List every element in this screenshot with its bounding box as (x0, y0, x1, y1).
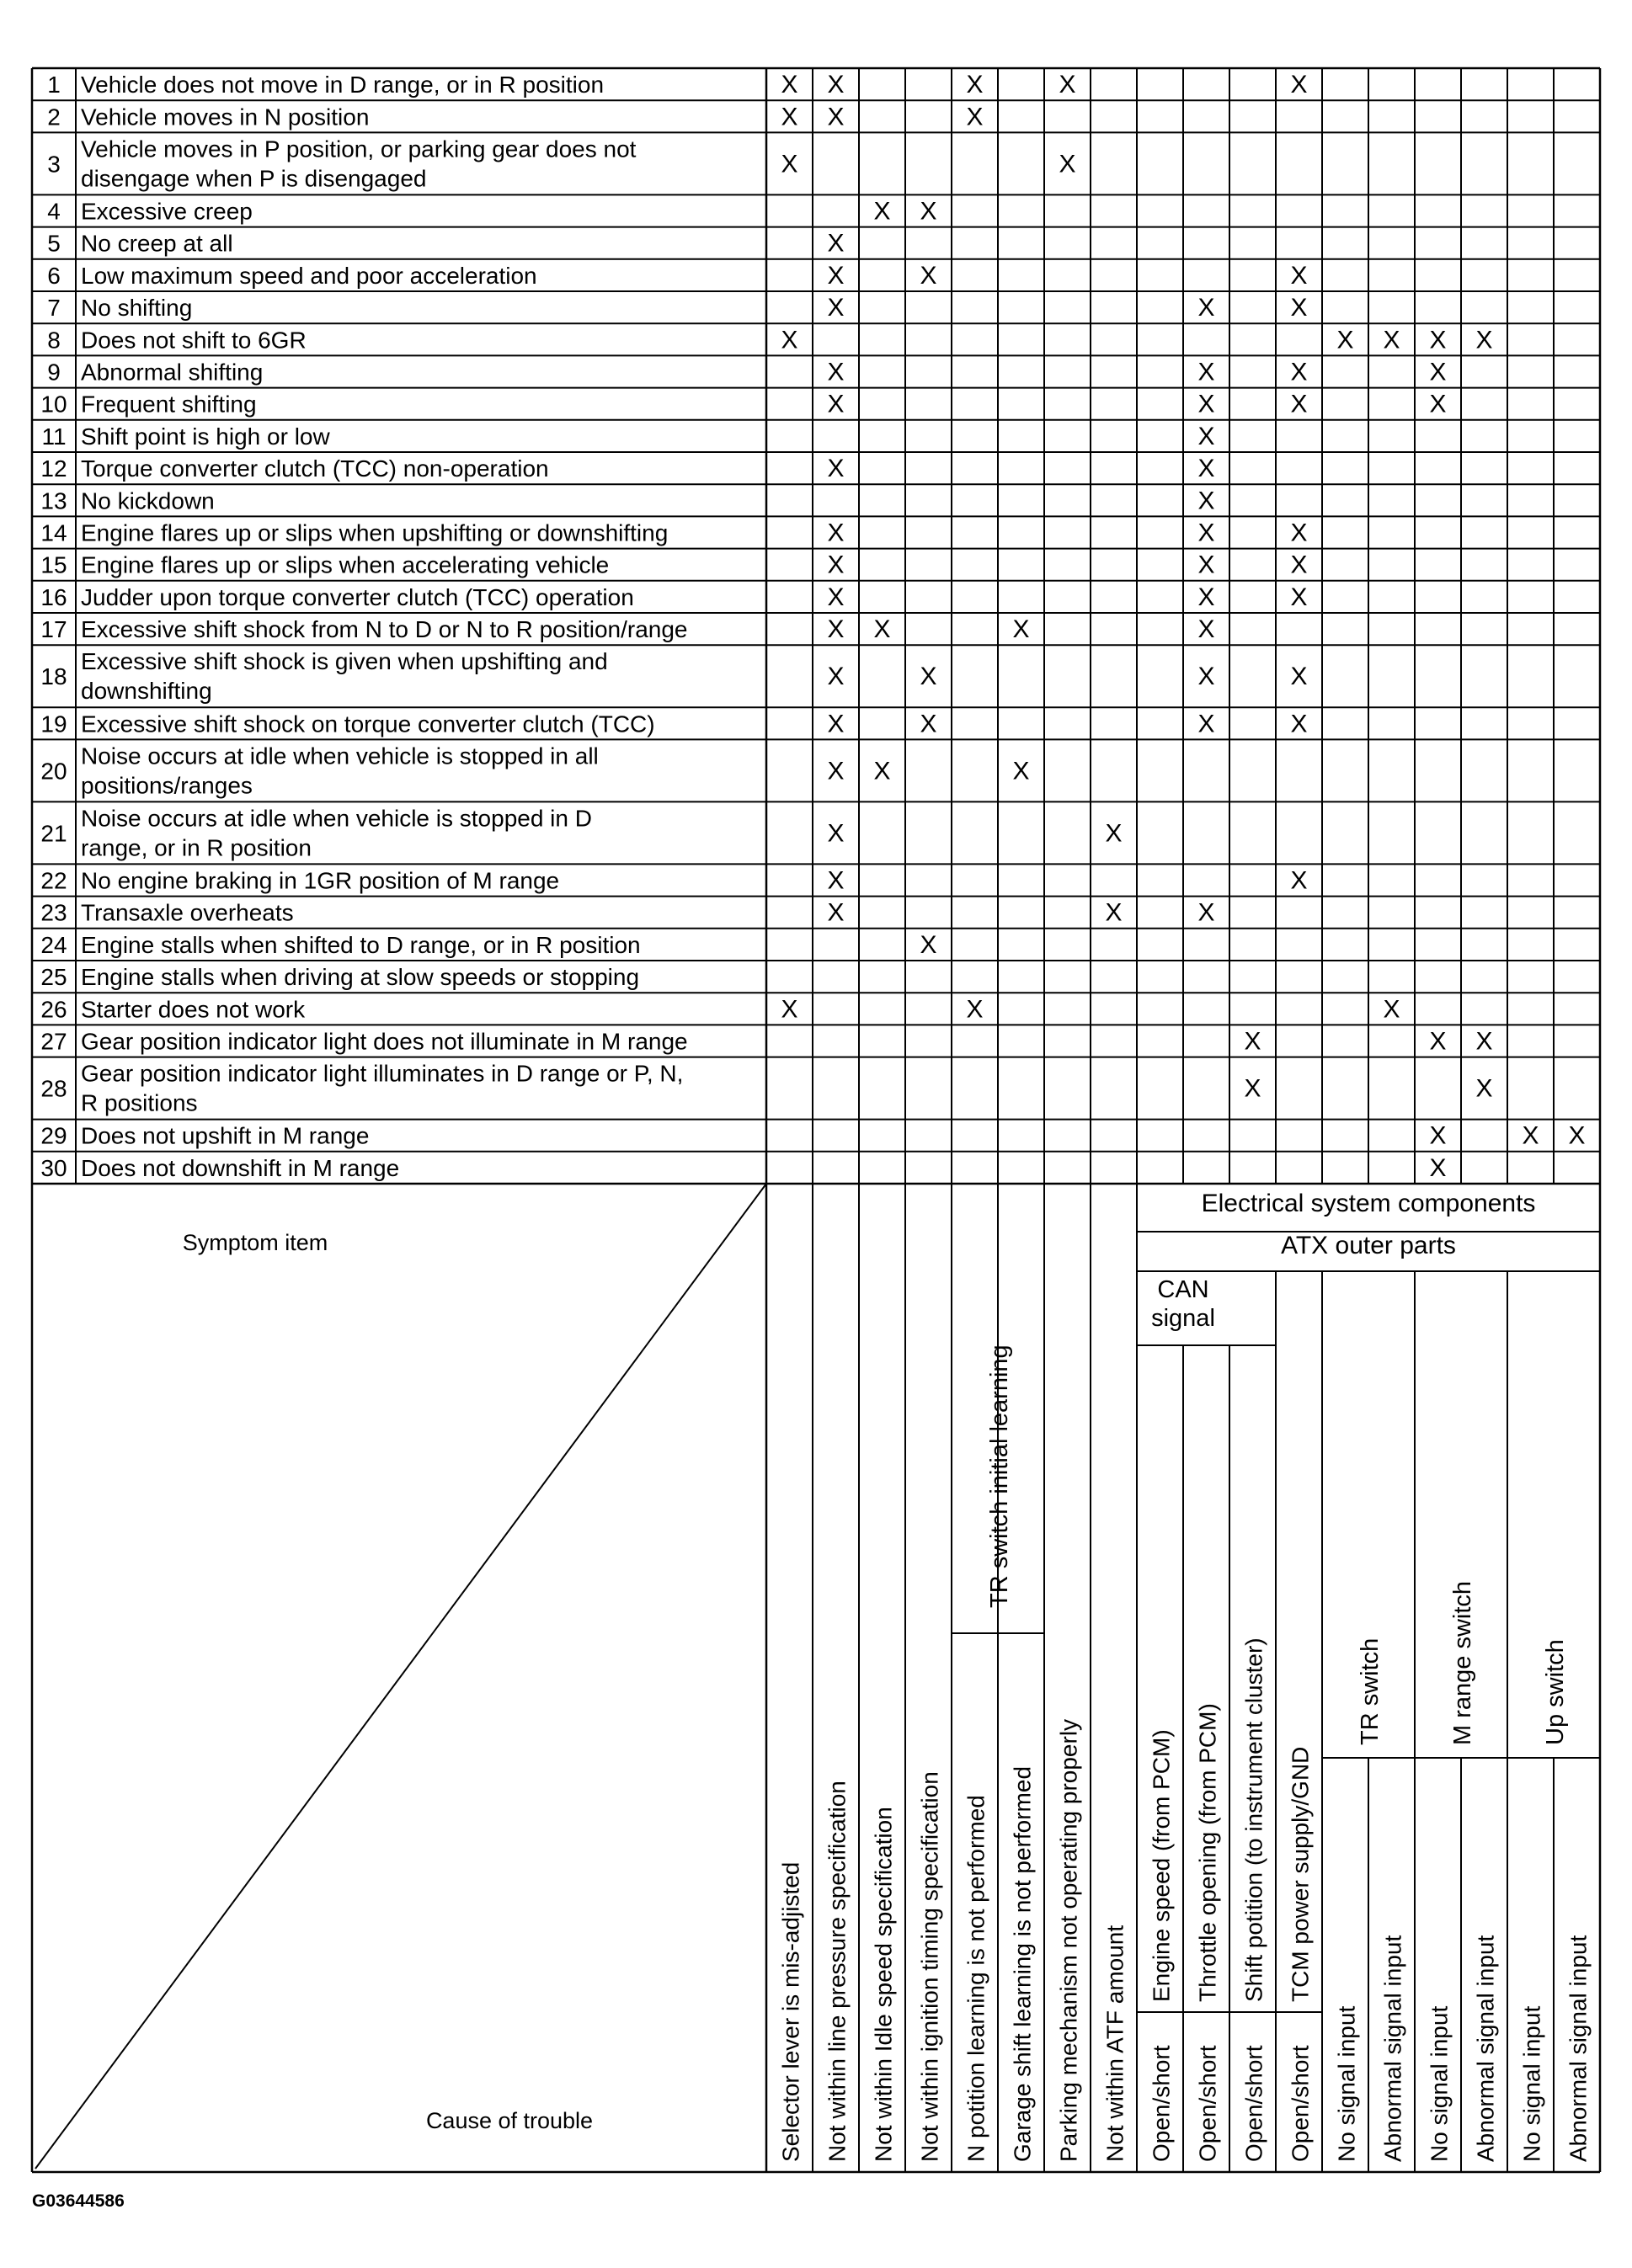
x-mark: X (1244, 1027, 1261, 1056)
row-number: 20 (40, 758, 67, 785)
x-mark: X (827, 390, 845, 418)
x-mark: X (1290, 551, 1308, 579)
x-mark: X (1429, 1153, 1447, 1182)
cause-of-trouble-label: Cause of trouble (425, 2108, 594, 2133)
cause-column-label: Garage shift learning is not performed (1009, 1765, 1036, 2162)
x-mark: X (1290, 71, 1308, 99)
row-number: 25 (40, 964, 67, 991)
x-mark: X (827, 710, 845, 738)
symptom-label: disengage when P is disengaged (81, 165, 427, 192)
x-mark: X (1197, 519, 1215, 547)
symptom-label: Vehicle moves in N position (81, 104, 370, 130)
symptom-label: No creep at all (81, 230, 233, 257)
row-number: 30 (40, 1154, 67, 1181)
x-mark: X (827, 615, 845, 644)
row-number: 8 (47, 327, 61, 354)
row-number: 3 (47, 151, 61, 178)
x-mark: X (1429, 326, 1447, 354)
m-range-switch-header: M range switch (1449, 1580, 1476, 1745)
x-mark: X (1429, 390, 1447, 418)
row-number: 15 (40, 551, 67, 578)
cause-column-label: Not within Idle speed specification (870, 1807, 897, 2162)
row-number: 9 (47, 359, 61, 386)
symptom-label: Excessive shift shock on torque converter clutch (TCC) (81, 711, 655, 737)
symptom-label: Noise occurs at idle when vehicle is stopped in D (81, 805, 592, 832)
symptom-label: No engine braking in 1GR position of M range (81, 867, 560, 894)
x-mark: X (1197, 390, 1215, 418)
x-mark: X (827, 519, 845, 547)
x-mark: X (827, 229, 845, 258)
cause-column-label: TCM power supply/GND (1287, 1746, 1314, 2002)
x-mark: X (781, 103, 798, 131)
row-number: 29 (40, 1122, 67, 1149)
row-number: 19 (40, 711, 67, 737)
figure-id: G03644586 (32, 2191, 125, 2211)
x-mark: X (920, 710, 937, 738)
x-mark: X (781, 326, 798, 354)
cause-column-label: Not within ATF amount (1101, 1925, 1128, 2162)
cause-column-label: No signal input (1518, 2005, 1545, 2162)
symptom-label: No kickdown (81, 487, 215, 514)
x-mark: X (1059, 71, 1076, 99)
cause-column-label: Shift potition (to instrument cluster) (1240, 1637, 1267, 2002)
symptom-label: positions/ranges (81, 772, 253, 799)
x-mark: X (966, 995, 984, 1024)
x-mark: X (827, 455, 845, 483)
x-mark: X (827, 71, 845, 99)
symptom-label: Engine stalls when driving at slow speeds or stopping (81, 964, 640, 991)
diagonal-divider (35, 1184, 766, 2169)
x-mark: X (1197, 663, 1215, 691)
x-mark: X (1429, 1027, 1447, 1056)
row-number: 21 (40, 820, 67, 847)
x-mark: X (1290, 583, 1308, 611)
symptom-label: Does not upshift in M range (81, 1122, 370, 1149)
row-number: 14 (40, 519, 67, 546)
symptom-label: Gear position indicator light does not illuminate in M range (81, 1028, 688, 1055)
x-mark: X (1290, 294, 1308, 322)
cause-column-label: Abnormal signal input (1379, 1935, 1406, 2162)
symptom-label: Excessive shift shock from N to D or N to R position/range (81, 616, 688, 643)
can-signal-header: signal (1151, 1305, 1215, 1332)
row-number: 24 (40, 931, 67, 958)
cause-column-label: Not within line pressure specification (824, 1781, 851, 2162)
row-number: 23 (40, 899, 67, 926)
row-number: 4 (47, 198, 61, 225)
symptom-label: Frequent shifting (81, 391, 257, 418)
symptom-item-label: Symptom item (182, 1230, 328, 1255)
row-number: 22 (40, 867, 67, 894)
x-mark: X (1197, 294, 1215, 322)
symptom-label: Excessive creep (81, 198, 253, 225)
x-mark: X (1522, 1121, 1539, 1150)
row-number: 7 (47, 295, 61, 322)
cause-column-label: Engine speed (from PCM) (1148, 1729, 1175, 2002)
x-mark: X (827, 551, 845, 579)
row-number: 5 (47, 230, 61, 257)
x-mark: X (1475, 1074, 1493, 1103)
x-mark: X (1197, 615, 1215, 644)
x-mark: X (827, 261, 845, 290)
cause-column-sublabel: Open/short (1240, 2045, 1267, 2162)
symptom-label: range, or in R position (81, 834, 312, 861)
symptom-label: Shift point is high or low (81, 423, 330, 450)
x-mark: X (1197, 358, 1215, 386)
symptom-label: Torque converter clutch (TCC) non-operation (81, 455, 549, 482)
x-mark: X (1197, 583, 1215, 611)
x-mark: X (827, 819, 845, 848)
cause-column-sublabel: Open/short (1194, 2045, 1221, 2162)
symptom-label: Excessive shift shock is given when upshifting and (81, 648, 608, 675)
symptom-label: Low maximum speed and poor acceleration (81, 262, 537, 289)
x-mark: X (1290, 519, 1308, 547)
x-mark: X (920, 930, 937, 959)
row-number: 1 (47, 72, 61, 98)
x-mark: X (827, 757, 845, 785)
symptom-label: Abnormal shifting (81, 359, 264, 386)
x-mark: X (1290, 663, 1308, 691)
x-mark: X (920, 261, 937, 290)
symptom-label: downshifting (81, 678, 212, 705)
x-mark: X (1244, 1074, 1261, 1103)
cause-column-label: No signal input (1333, 2005, 1360, 2162)
x-mark: X (1290, 390, 1308, 418)
x-mark: X (1105, 898, 1123, 927)
cause-column-label: Abnormal signal input (1472, 1935, 1499, 2162)
x-mark: X (827, 358, 845, 386)
row-number: 18 (40, 663, 67, 690)
x-mark: X (1197, 551, 1215, 579)
symptom-label: Vehicle does not move in D range, or in R position (81, 72, 605, 98)
x-mark: X (920, 197, 937, 226)
symptom-label: Engine stalls when shifted to D range, or in R position (81, 931, 641, 958)
symptom-label: Engine flares up or slips when upshifting or downshifting (81, 519, 669, 546)
row-number: 2 (47, 104, 61, 130)
x-mark: X (920, 663, 937, 691)
electrical-components-header: Electrical system components (1201, 1190, 1536, 1217)
symptom-label: R positions (81, 1089, 198, 1116)
x-mark: X (873, 757, 891, 785)
x-mark: X (1475, 326, 1493, 354)
row-number: 16 (40, 583, 67, 610)
cause-column-sublabel: Open/short (1148, 2045, 1175, 2162)
cause-column-label: No signal input (1426, 2005, 1453, 2162)
atx-outer-parts-header: ATX outer parts (1281, 1232, 1456, 1259)
symptom-label: Judder upon torque converter clutch (TCC) operation (81, 583, 634, 610)
symptom-label: Does not shift to 6GR (81, 327, 307, 354)
x-mark: X (1429, 1121, 1447, 1150)
x-mark: X (1290, 710, 1308, 738)
symptom-label: Starter does not work (81, 996, 306, 1023)
symptom-label: Noise occurs at idle when vehicle is stopped in all (81, 743, 599, 769)
cause-column-label: Throttle opening (from PCM) (1194, 1703, 1221, 2002)
x-mark: X (1197, 455, 1215, 483)
x-mark: X (1105, 819, 1123, 848)
x-mark: X (1012, 757, 1030, 785)
symptom-label: Engine flares up or slips when accelerating vehicle (81, 551, 610, 578)
x-mark: X (827, 294, 845, 322)
tr-learning-header: TR switch initial learning (986, 1344, 1013, 1608)
x-mark: X (966, 71, 984, 99)
x-mark: X (1059, 150, 1076, 178)
row-number: 17 (40, 616, 67, 643)
x-mark: X (1197, 487, 1215, 515)
row-number: 13 (40, 487, 67, 514)
row-number: 27 (40, 1028, 67, 1055)
x-mark: X (1012, 615, 1030, 644)
x-mark: X (1290, 358, 1308, 386)
cause-column-label: Parking mechanism not operating properly (1055, 1718, 1082, 2162)
x-mark: X (1290, 261, 1308, 290)
cause-column-sublabel: Open/short (1287, 2045, 1314, 2162)
x-mark: X (1197, 898, 1215, 927)
x-mark: X (781, 71, 798, 99)
symptom-label: Gear position indicator light illuminates in D range or P, N, (81, 1060, 684, 1087)
x-mark: X (781, 150, 798, 178)
x-mark: X (1568, 1121, 1586, 1150)
row-number: 11 (41, 423, 67, 450)
row-number: 6 (47, 262, 61, 289)
cause-column-label: N potition learning is not performed (963, 1795, 989, 2162)
x-mark: X (827, 866, 845, 895)
x-mark: X (1383, 995, 1400, 1024)
row-number: 28 (40, 1075, 67, 1102)
x-mark: X (1383, 326, 1400, 354)
x-mark: X (1429, 358, 1447, 386)
can-signal-header: CAN (1157, 1276, 1209, 1303)
symptom-label: Does not downshift in M range (81, 1154, 400, 1181)
row-number: 10 (40, 391, 67, 418)
cause-column-label: Not within ignition timing specification (916, 1771, 943, 2162)
cause-column-label: Abnormal signal input (1565, 1935, 1592, 2162)
row-number: 26 (40, 996, 67, 1023)
x-mark: X (1475, 1027, 1493, 1056)
x-mark: X (827, 583, 845, 611)
up-switch-header: Up switch (1542, 1639, 1569, 1745)
x-mark: X (1197, 710, 1215, 738)
cause-column-label: Selector lever is mis-adjisted (777, 1861, 804, 2162)
x-mark: X (827, 663, 845, 691)
symptom-label: Transaxle overheats (81, 899, 294, 926)
x-mark: X (781, 995, 798, 1024)
tr-switch-header: TR switch (1357, 1637, 1384, 1745)
x-mark: X (873, 197, 891, 226)
symptom-label: Vehicle moves in P position, or parking gear does not (81, 136, 637, 162)
symptom-label: No shifting (81, 295, 193, 322)
x-mark: X (966, 103, 984, 131)
x-mark: X (827, 103, 845, 131)
x-mark: X (1336, 326, 1354, 354)
x-mark: X (1197, 422, 1215, 450)
x-mark: X (827, 898, 845, 927)
x-mark: X (1290, 866, 1308, 895)
x-mark: X (873, 615, 891, 644)
row-number: 12 (40, 455, 67, 482)
